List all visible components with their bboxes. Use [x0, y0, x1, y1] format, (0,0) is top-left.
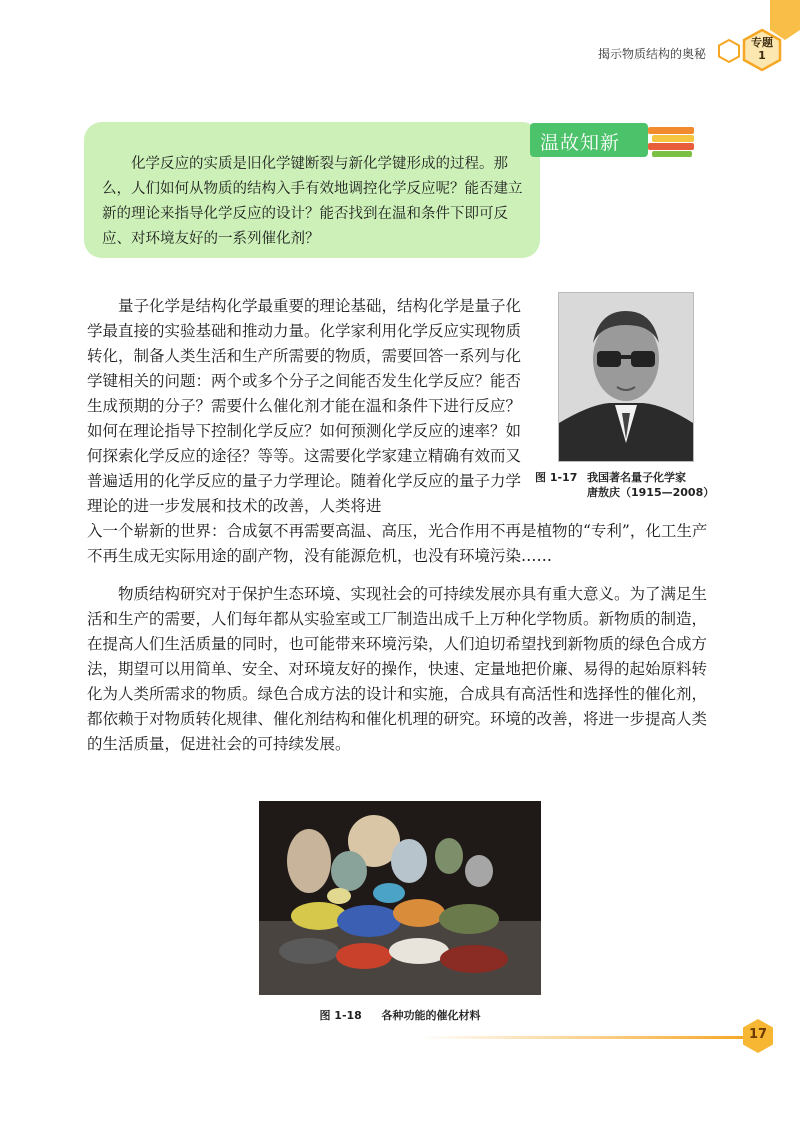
- body-paragraph-1: 量子化学是结构化学最重要的理论基础，结构化学是量子化学最直接的实验基础和推动力量。化学家利用化学反应实现物质转化，制备人类生活和生产所需要的物质，需要回答一系列与化学键相关的问题：两个或多个分子之间能否发生化学反应？能否生成预期的分子？需要什么催化剂才能在温和条件下进行反应？如何在理论指导下控制化学反应？如何预测化学反应的速率？如何探索化学反应的途径？等等。这需要化学家建立精确有效而又普遍适用的化学反应的量子力学理论。随着化学反应的量子力学理论的进一步发展和技术的改善，人类将进: [87, 297, 522, 515]
- figure-1-number: 图 1-17: [535, 471, 578, 484]
- footer-divider: [420, 1036, 750, 1039]
- chapter-title: 揭示物质结构的奥秘: [597, 47, 706, 61]
- hexagon-outline-icon: [716, 38, 742, 64]
- figure-1-caption: [535, 470, 735, 500]
- badge-line-1: 专题: [751, 36, 773, 49]
- figure-2-caption-text: 各种功能的催化材料: [381, 1009, 481, 1022]
- chapter-badge: [740, 36, 784, 62]
- review-text: 化学反应的实质是旧化学键断裂与新化学键形成的过程。那么，人们如何从物质的结构入手有效地调控化学反应呢？能否建立新的理论来指导化学反应的设计？能否找到在温和条件下即可反应、对环境友好的一系列催化剂？: [102, 156, 523, 247]
- badge-line-2: 1: [758, 49, 766, 62]
- books-icon: [648, 127, 694, 157]
- figure-1-caption-line-2: 唐敖庆（1915—2008）: [587, 486, 715, 499]
- catalyst-image: [259, 801, 541, 995]
- review-label: 温故知新: [540, 132, 621, 154]
- portrait-image: [559, 293, 693, 461]
- figure-1-caption-line-1: 我国著名量子化学家: [587, 471, 686, 484]
- figure-2-number: 图 1-18: [319, 1009, 362, 1022]
- figure-2-caption: [259, 1007, 541, 1023]
- portrait-photo: [558, 292, 694, 462]
- catalyst-photo: [259, 801, 541, 995]
- page-number: 17: [748, 1027, 768, 1042]
- body-paragraph-1-continued: 入一个崭新的世界：合成氨不再需要高温、高压，光合作用不再是植物的“专利”，化工生产不再生成无实际用途的副产物，没有能源危机，也没有环境污染……: [87, 522, 708, 565]
- body-paragraph-2: 物质结构研究对于保护生态环境、实现社会的可持续发展亦具有重大意义。为了满足生活和生产的需要，人们每年都从实验室或工厂制造出成千上万种化学物质。新物质的制造，在提高人们生活质量的同时，也可能带来环境污染，人们迫切希望找到新物质的绿色合成方法，期望可以用简单、安全、对环境友好的操作，快速、定量地把价廉、易得的起始原料转化为人类所需求的物质。绿色合成方法的设计和实施，合成具有高活性和选择性的催化剂，都依赖于对物质转化规律、催化剂结构和催化机理的研究。环境的改善，将进一步提高人类的生活质量，促进社会的可持续发展。: [87, 585, 708, 753]
